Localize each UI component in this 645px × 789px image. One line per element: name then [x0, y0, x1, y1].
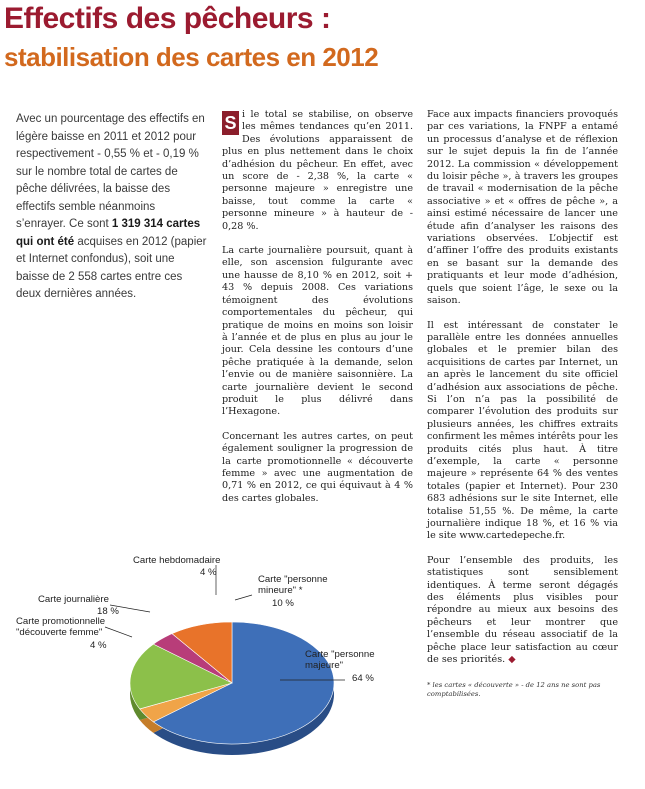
paragraph	[427, 555, 618, 667]
paragraph-text: Pour l’ensemble des produits, les statistiques sont sensiblement identiques. À terme seront dégagés des éléments plus visibles pour répondre au mieux aux besoins des pêcheurs et leur montrer que l’ensemble du réseau associatif de la pêche place leur satisfaction au cœur de ses priorités.	[427, 554, 618, 666]
slice-value-label: 18 %	[97, 606, 119, 617]
page-subtitle: stabilisation des cartes en 2012	[4, 42, 379, 72]
paragraph: La carte journalière poursuit, quant à elle, son ascension fulgurante avec une hausse de 8,10 % en 2012, soit + 43 % depuis 2008. Ces variations témoignent des évolutions comportementales du pêcheur, qui pratique de moins en moins son loisir à l’année et de plus en plus au jour le jour. Cela dessine les contours d’une pêche pratiquée à la demande, selon l’envie ou de manière saisonnière. La carte journalière devient le second produit le plus délivré dans l’Hexagone.	[222, 245, 413, 418]
article-column-2	[222, 109, 413, 517]
leader-line	[235, 595, 252, 600]
slice-label: Carte promotionnelle "découverte femme"	[16, 616, 106, 638]
paragraph	[222, 109, 413, 233]
slice-label: Carte "personne majeure"	[305, 649, 375, 671]
intro-paragraph	[16, 111, 208, 304]
intro-text: Avec un pourcentage des effectifs en légère baisse en 2011 et 2012 pour respectivement - 0,55 % et - 0,19 % sur le nombre total de cartes de pêche délivrées, la baisse des effectifs semble néanmoins s’enrayer. Ce sont	[16, 113, 205, 230]
pie-slices	[130, 622, 334, 744]
slice-value-label: 4 %	[90, 640, 107, 651]
paragraph-text: i le total se stabilise, on observe les mêmes tendances qu’en 2011. Des évolutions apparaissent de plus en plus nettement dans le choix d’adhésion du pêcheur. En effet, avec un score de - 2,38 %, la carte « personne majeure » enregistre une baisse, tout comme la carte « personne mineure » à hauteur de - 0,28 %.	[222, 109, 413, 232]
slice-value-label: 64 %	[352, 673, 374, 684]
footnote: * les cartes « découverte » - de 12 ans ne sont pas comptabilisées.	[427, 681, 601, 698]
drop-cap: S	[222, 111, 239, 135]
slice-label: Carte hebdomadaire	[133, 555, 221, 566]
slice-label: Carte "personne mineure" *	[258, 574, 328, 596]
paragraph: Il est intéressant de constater le parallèle entre les données annuelles globales et le premier bilan des acquisitions de cartes par Internet, un an après le lancement du site officiel d’adhésion aux associations de pêche. Si l’on n’a pas la possibilité de comparer l’évolution des produits sur plusieurs années, les chiffres extraits confirment les mêmes intérêts pour les produits cités plus haut. À titre d’exemple, la carte « personne majeure » représente 64 % des ventes totales (papier et Internet). Pour 230 683 adhésions sur le site Internet, elle totalise 51,55 %. De même, la carte journalière indique 18 %, et 16 % via le site www.cartedepeche.fr.	[427, 319, 618, 542]
intro-bold-text: 1 319 314 cartes qui ont été	[16, 218, 201, 248]
paragraph: Concernant les autres cartes, on peut également souligner la progression de la carte promotionnelle « découverte femme » avec une augmentation de 0,71 % en 2012, ce qui équivaut à 4 % des cartes globales.	[222, 430, 413, 504]
page-title: Effectifs des pêcheurs :	[4, 2, 331, 35]
article-column-3	[427, 109, 618, 678]
end-mark-icon: ◆	[508, 654, 516, 666]
paragraph: Face aux impacts financiers provoqués par ces variations, la FNPF a entamé un processus d’analyse et de réflexion sur le sujet depuis la fin de l’année 2012. La commission « développement du loisir pêche », à travers les groupes de travail « modernisation de la pêche associative » et « offres de pêche », a ainsi estimé nécessaire de lancer une étude afin d’analyser les raisons des variations observées. L’objectif est d’affiner l’offre des produits existants en se basant sur la demande des pratiquants et leur mode d’adhésion, quels que soient l’âge, le sexe ou la saison.	[427, 109, 618, 307]
leader-line	[105, 627, 132, 637]
slice-label: Carte journalière	[38, 594, 109, 605]
pie-chart	[0, 540, 420, 789]
slice-value-label: 10 %	[272, 598, 294, 609]
slice-value-label: 4 %	[200, 567, 217, 578]
intro-text-end: acquises en 2012 (papier et Internet confondus), soit une baisse de 2 558 cartes entre ces deux dernières années.	[16, 235, 207, 300]
